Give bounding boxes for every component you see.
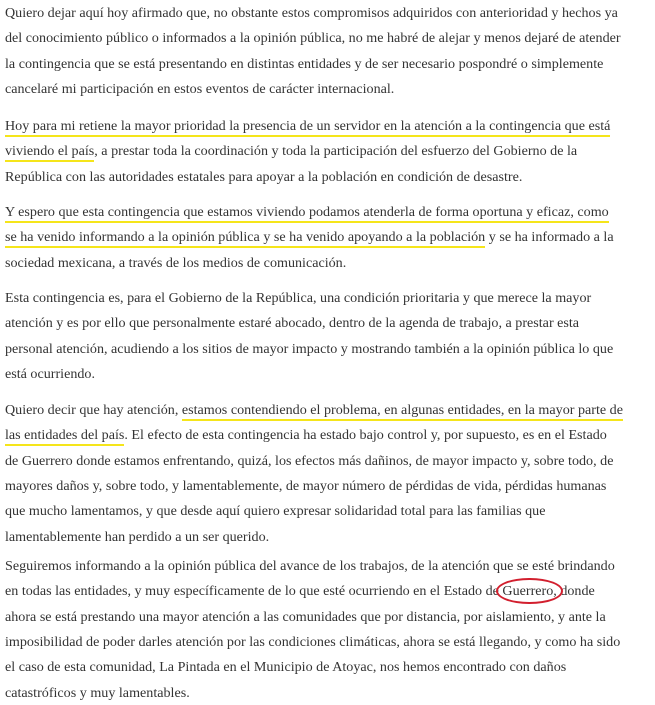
- text-segment: Esta contingencia es, para el Gobierno de la República, una condición prioritaria y que merece la mayor: [5, 290, 592, 306]
- text-line: [5, 401, 623, 419]
- text-segment: lamentablemente han perdido a un ser querido.: [5, 528, 270, 545]
- text-line: [5, 289, 591, 307]
- text-segment: la contingencia que se está presentando en distintas entidades y de ser necesario pospondré o simplemente: [5, 55, 604, 72]
- text-line: [5, 528, 269, 546]
- text-segment: República con las autoridades estatales para apoyar a la población en condición de desastre.: [5, 168, 523, 185]
- text-line: [5, 142, 577, 160]
- text-segment: y se ha informado a la: [485, 229, 614, 246]
- text-line: [5, 365, 95, 383]
- text-line: [5, 254, 346, 272]
- highlighted-text: las entidades del país: [5, 427, 124, 446]
- text-segment: Quiero decir que hay atención,: [5, 402, 182, 418]
- text-line: [5, 340, 613, 358]
- text-line: [5, 426, 607, 444]
- text-line: [5, 477, 606, 495]
- highlighted-text: Y espero que esta contingencia que estamos viviendo podamos atenderla de forma oportuna y eficaz, como: [5, 204, 609, 223]
- text-segment: de Guerrero donde estamos enfrentando, quizá, los efectos más dañinos, de mayor impacto y, sobre todo, de: [5, 452, 614, 469]
- text-line: [5, 658, 566, 676]
- text-line: [5, 117, 610, 135]
- text-segment: cancelaré mi participación en estos eventos de carácter internacional.: [5, 80, 395, 97]
- text-line: [5, 4, 618, 22]
- text-segment: donde: [556, 583, 595, 600]
- text-segment: atención y es por ello que personalmente estaré abocado, dentro de la agenda de trabajo, a prestar esta: [5, 315, 580, 332]
- text-line: [5, 168, 522, 186]
- text-line: [5, 55, 603, 73]
- text-line: [5, 452, 613, 470]
- text-line: [5, 228, 614, 246]
- text-line: [5, 557, 615, 575]
- highlighted-text: Hoy para mi retiene la mayor prioridad la presencia de un servidor en la atención a la contingencia que está: [5, 118, 610, 137]
- text-segment: el caso de esta comunidad, La Pintada en el Municipio de Atoyac, nos hemos encontrado con daños: [5, 659, 567, 676]
- text-line: [5, 684, 190, 702]
- text-segment: Seguiremos informando a la opinión pública del avance de los trabajos, de la atención que se esté brindando: [5, 558, 615, 574]
- text-segment: en todas las entidades, y muy específicamente de lo que esté ocurriendo en el Estado de: [5, 583, 503, 600]
- text-line: [5, 29, 621, 47]
- highlighted-text: se ha venido informando a la opinión pública y se ha venido apoyando a la población: [5, 229, 485, 248]
- text-segment: sociedad mexicana, a través de los medios de comunicación.: [5, 254, 347, 271]
- text-segment: está ocurriendo.: [5, 365, 96, 382]
- text-line: [5, 502, 545, 520]
- text-segment: catastróficos y muy lamentables.: [5, 684, 190, 701]
- text-line: [5, 203, 609, 221]
- text-line: [5, 314, 579, 332]
- text-line: [5, 582, 595, 600]
- text-line: [5, 80, 394, 98]
- text-line: [5, 608, 606, 626]
- text-segment: imposibilidad de poder darles atención por las condiciones climáticas, ahora se está llegando, y como ha sido: [5, 633, 621, 650]
- text-segment: . El efecto de esta contingencia ha estado bajo control y, por supuesto, es en el Estado: [124, 427, 607, 444]
- text-line: [5, 633, 620, 651]
- circled-text: Guerrero,: [502, 583, 557, 600]
- text-segment: que mucho lamentamos, y que desde aquí quiero expresar solidaridad total para las familias que: [5, 503, 546, 520]
- text-segment: mayores daños y, sobre todo, y lamentablemente, de mayor número de pérdidas de vida, pérdidas humanas: [5, 477, 607, 494]
- text-segment: , a prestar toda la coordinación y toda la participación del esfuerzo del Gobierno de la: [94, 143, 578, 160]
- highlighted-text: viviendo el país: [5, 143, 94, 162]
- highlighted-text: estamos contendiendo el problema, en algunas entidades, en la mayor parte de: [182, 402, 623, 421]
- text-segment: ahora se está prestando una mayor atención a las comunidades que por distancia, por aislamiento, y ante la: [5, 608, 606, 625]
- text-segment: Quiero dejar aquí hoy afirmado que, no obstante estos compromisos adquiridos con anterioridad y hechos ya: [5, 5, 618, 21]
- text-segment: personal atención, acudiendo a los sitios de mayor impacto y mostrando también a la opinión pública lo que: [5, 340, 614, 357]
- text-segment: del conocimiento público o informados a la opinión pública, no me habré de alejar y menos dejaré de atender: [5, 30, 621, 47]
